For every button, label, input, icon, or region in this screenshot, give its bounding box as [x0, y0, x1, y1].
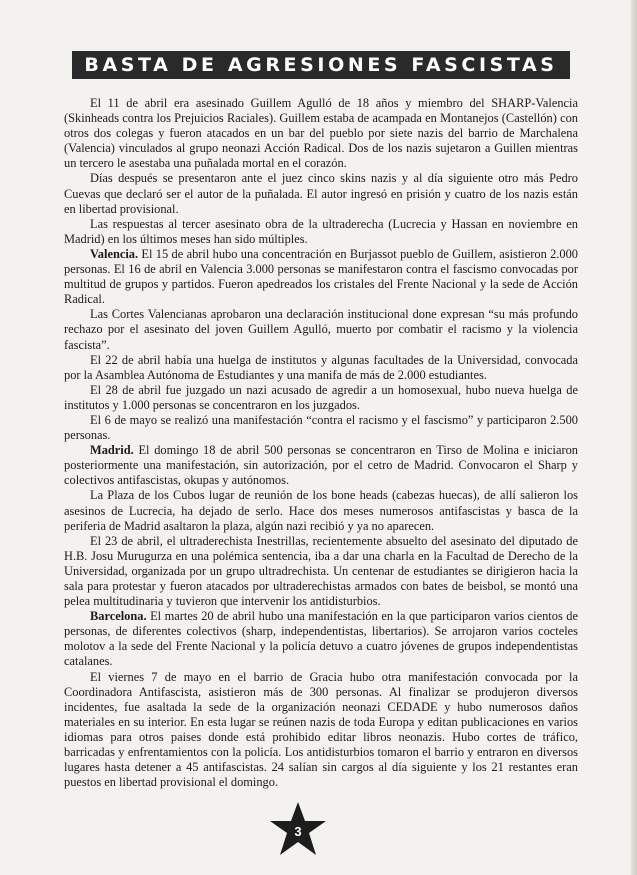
title-banner	[72, 51, 570, 79]
paragraph-text: Las Cortes Valencianas aprobaron una declaración institucional done expresan “su más profundo rechazo por el asesinato del joven Guillem Agulló, muerto por combatir el racismo y la violencia fascista”.	[64, 307, 578, 352]
page-title: BASTA DE AGRESIONES FASCISTAS	[84, 54, 558, 76]
paragraph-text: El 15 de abril hubo una concentración en Burjassot pueblo de Guillem, asistieron 2.000 personas. El 16 de abril en Valencia 3.000 personas se manifestaron contra el fascismo convocadas por multitud de grupos y partidos. Fueron apedreados los cristales del Frente Nacional y la sede de Acción Radical.	[64, 246, 578, 307]
paragraph-text: El martes 20 de abril hubo una manifestación en la que participaron varios cientos de personas, de diferentes colectivos (sharp, independentistas, libertarios). Se arrojaron varios cocteles molotov a la sede del Frente Nacional y la policía detuvo a cuatro jóvenes de grupos independentistas catalanes.	[64, 609, 578, 669]
paragraph-lead: Madrid.	[90, 443, 134, 458]
paragraph	[64, 171, 578, 216]
paragraph-text: El 22 de abril había una huelga de institutos y algunas facultades de la Universidad, convocada por la Asamblea Autónoma de Estudiantes y una manifa de más de 2.000 estudiantes.	[64, 352, 578, 382]
paragraph	[64, 413, 578, 443]
paragraph	[64, 443, 578, 488]
paragraph-text: El viernes 7 de mayo en el barrio de Gracia hubo otra manifestación convocada por la Coordinadora Antifascista, asistieron más de 300 personas. Al finalizar se produjeron diversos incidentes, fue asaltada la sede de la organización neonazi CEDADE y hubo numerosos daños materiales en su interior. En esta lugar se reúnen nazis de toda Europa y editan publicaciones en varios idiomas para otros paises donde está prohibido editar libros neonazis. Hubo cortes de tráfico, barricadas y enfrentamientos con la policía. Los antidisturbios tomaron el barrio y entraron en diversos lugares hasta detener a 45 antifascistas. 24 salían sin cargos al día siguiente y los 21 restantes eran puestos en libertad provisional el domingo.	[64, 669, 578, 790]
paragraph-text: El 28 de abril fue juzgado un nazi acusado de agredir a un homosexual, hubo nueva huelga de institutos y 1.000 personas se concentraron en los juzgados.	[64, 382, 578, 412]
page-number: 3	[294, 824, 302, 839]
paragraph	[64, 96, 578, 171]
paragraph	[64, 383, 578, 413]
paragraph-text: El 11 de abril era asesinado Guillem Agulló de 18 años y miembro del SHARP-Valencia (Skinheads contra los Prejuicios Raciales). Guillem estaba de acampada en Montanejos (Castellón) con otros dos colegas y fueron atacados en un bar del pueblo por siete nazis del barrio de Marchalena (Valencia) vinculados al grupo neonazi Acción Radical. Dos de los nazis sujetaron a Guillen mientras un tercero le asestaba una puñalada mortal en el corazón.	[64, 96, 578, 171]
paragraph-text: Días después se presentaron ante el juez cinco skins nazis y al día siguiente otro más Pedro Cuevas que declaró ser el autor de la puñalada. El autor ingresó en prisión y cuatro de los nazis están en libertad provisional.	[64, 171, 578, 216]
paragraph-text: El domingo 18 de abril 500 personas se concentraron en Tirso de Molina e iniciaron posteriormente una manifestación, sin autorización, por el cetro de Madrid. Convocaron el Sharp y colectivos antifascistas, okupas y autónomos.	[64, 443, 578, 488]
paragraph-text: Las respuestas al tercer asesinato obra de la ultraderecha (Lucrecia y Hassan en noviembre en Madrid) en los últimos meses han sido múltiples.	[64, 216, 578, 246]
star-icon	[268, 800, 328, 858]
paragraph-lead: Barcelona.	[90, 609, 147, 624]
article-body	[64, 96, 578, 790]
paragraph	[64, 217, 578, 247]
paragraph-text: El 23 de abril, el ultraderechista Inestrillas, recientemente absuelto del asesinato del diputado de H.B. Josu Murugurza en una polémica sentencia, iba a dar una charla en la Facultad de Derecho de la Universidad, organizada por un grupo ultradrechista. Un centenar de estudiantes se dirigieron hacia la sala para protestar y fueron atacados por ultraderechistas armados con bates de beisbol, se montó una pelea multitudinaria y tuvieron que intervenir los antidisturbios.	[64, 533, 578, 609]
paragraph-lead: Valencia.	[90, 246, 139, 261]
paragraph	[64, 247, 578, 307]
paragraph	[64, 488, 578, 533]
paragraph	[64, 670, 578, 791]
paragraph	[64, 534, 578, 609]
paragraph	[64, 353, 578, 383]
paragraph	[64, 609, 578, 669]
paragraph	[64, 307, 578, 352]
paragraph-text: El 6 de mayo se realizó una manifestación “contra el racismo y el fascismo” y participaron 2.500 personas.	[64, 412, 578, 443]
paragraph-text: La Plaza de los Cubos lugar de reunión de los bone heads (cabezas huecas), de allí salieron los asesinos de Lucrecia, ha dejado de serlo. Hace dos meses numerosos antifascistas y basca de la periferia de Madrid asaltaron la plaza, algún nazi recibió y ya no aparecen.	[64, 488, 578, 533]
page-edge	[631, 0, 637, 875]
